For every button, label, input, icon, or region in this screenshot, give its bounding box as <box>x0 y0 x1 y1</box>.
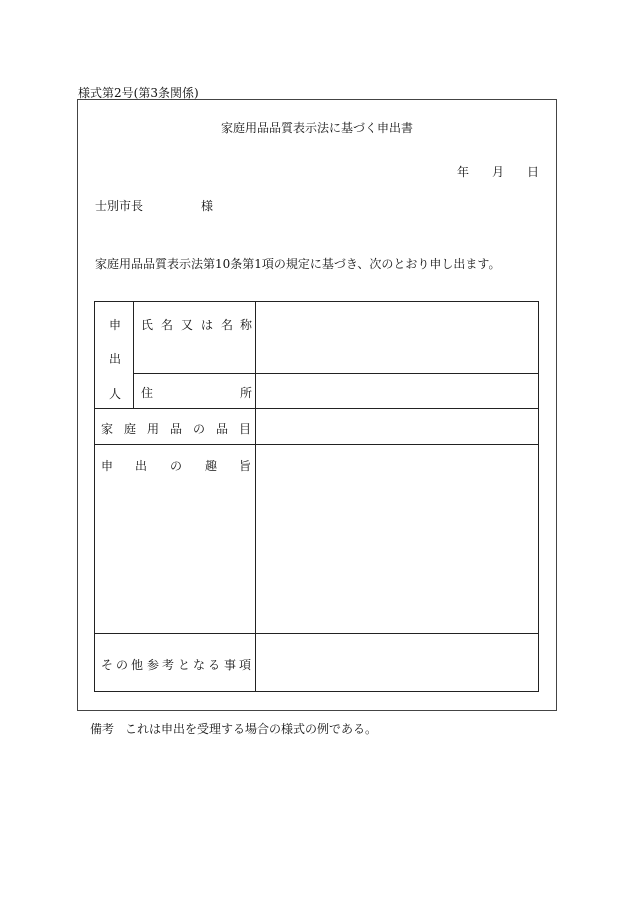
product-label-char: 品 <box>216 422 229 436</box>
other-label-char: 考 <box>162 658 175 672</box>
applicant-label-char: 出 <box>109 352 122 366</box>
address-entry-cell[interactable] <box>256 374 538 408</box>
product-label-char: 家 <box>101 422 114 436</box>
name-label-char: 氏 <box>141 318 154 332</box>
addressee-honorific: 様 <box>201 199 214 213</box>
addressee-name: 士別市長 <box>95 199 144 213</box>
other-label-char: な <box>193 658 206 672</box>
product-label-char: 目 <box>239 422 252 436</box>
product-label-char: 庭 <box>124 422 137 436</box>
other-label-char: の <box>116 658 129 672</box>
date-month-label: 月 <box>492 165 505 179</box>
table-divider-applicant <box>133 302 134 408</box>
product-label-char: 用 <box>147 422 160 436</box>
remarks-text: これは申出を受理する場合の様式の例である。 <box>125 722 378 736</box>
form-number-header: 様式第2号(第3条関係) <box>78 86 199 100</box>
address-label-char: 住 <box>141 386 154 400</box>
other-label-char: 項 <box>239 658 252 672</box>
other-label-char: そ <box>101 658 114 672</box>
name-entry-cell[interactable] <box>256 302 538 373</box>
address-label-char: 所 <box>240 386 253 400</box>
remarks-label: 備考 <box>90 722 115 736</box>
product-label-char: 品 <box>170 422 183 436</box>
date-day-label: 日 <box>527 165 540 179</box>
name-label-char: 又 <box>181 318 194 332</box>
other-label-char: る <box>208 658 221 672</box>
purpose-label-char: 旨 <box>239 459 252 473</box>
date-year-label: 年 <box>457 165 470 179</box>
name-label-char: 名 <box>221 318 234 332</box>
purpose-entry-cell[interactable] <box>256 445 538 633</box>
name-label-char: は <box>201 318 214 332</box>
application-table <box>94 301 539 692</box>
form-title: 家庭用品品質表示法に基づく申出書 <box>220 121 413 135</box>
purpose-label-char: の <box>170 459 183 473</box>
other-entry-cell[interactable] <box>256 634 538 691</box>
purpose-label-char: 出 <box>135 459 148 473</box>
applicant-label-char: 申 <box>109 318 122 332</box>
name-label-char: 称 <box>240 318 253 332</box>
name-label-char: 名 <box>161 318 174 332</box>
body-statement: 家庭用品品質表示法第10条第1項の規定に基づき、次のとおり申し出ます。 <box>95 257 501 271</box>
other-label-char: と <box>178 658 191 672</box>
purpose-label-char: 趣 <box>205 459 218 473</box>
other-label-char: 事 <box>224 658 237 672</box>
other-label-char: 他 <box>131 658 144 672</box>
product-entry-cell[interactable] <box>256 409 538 444</box>
product-label-char: の <box>193 422 206 436</box>
other-label-char: 参 <box>147 658 160 672</box>
applicant-label-char: 人 <box>109 387 122 401</box>
purpose-label-char: 申 <box>101 459 114 473</box>
